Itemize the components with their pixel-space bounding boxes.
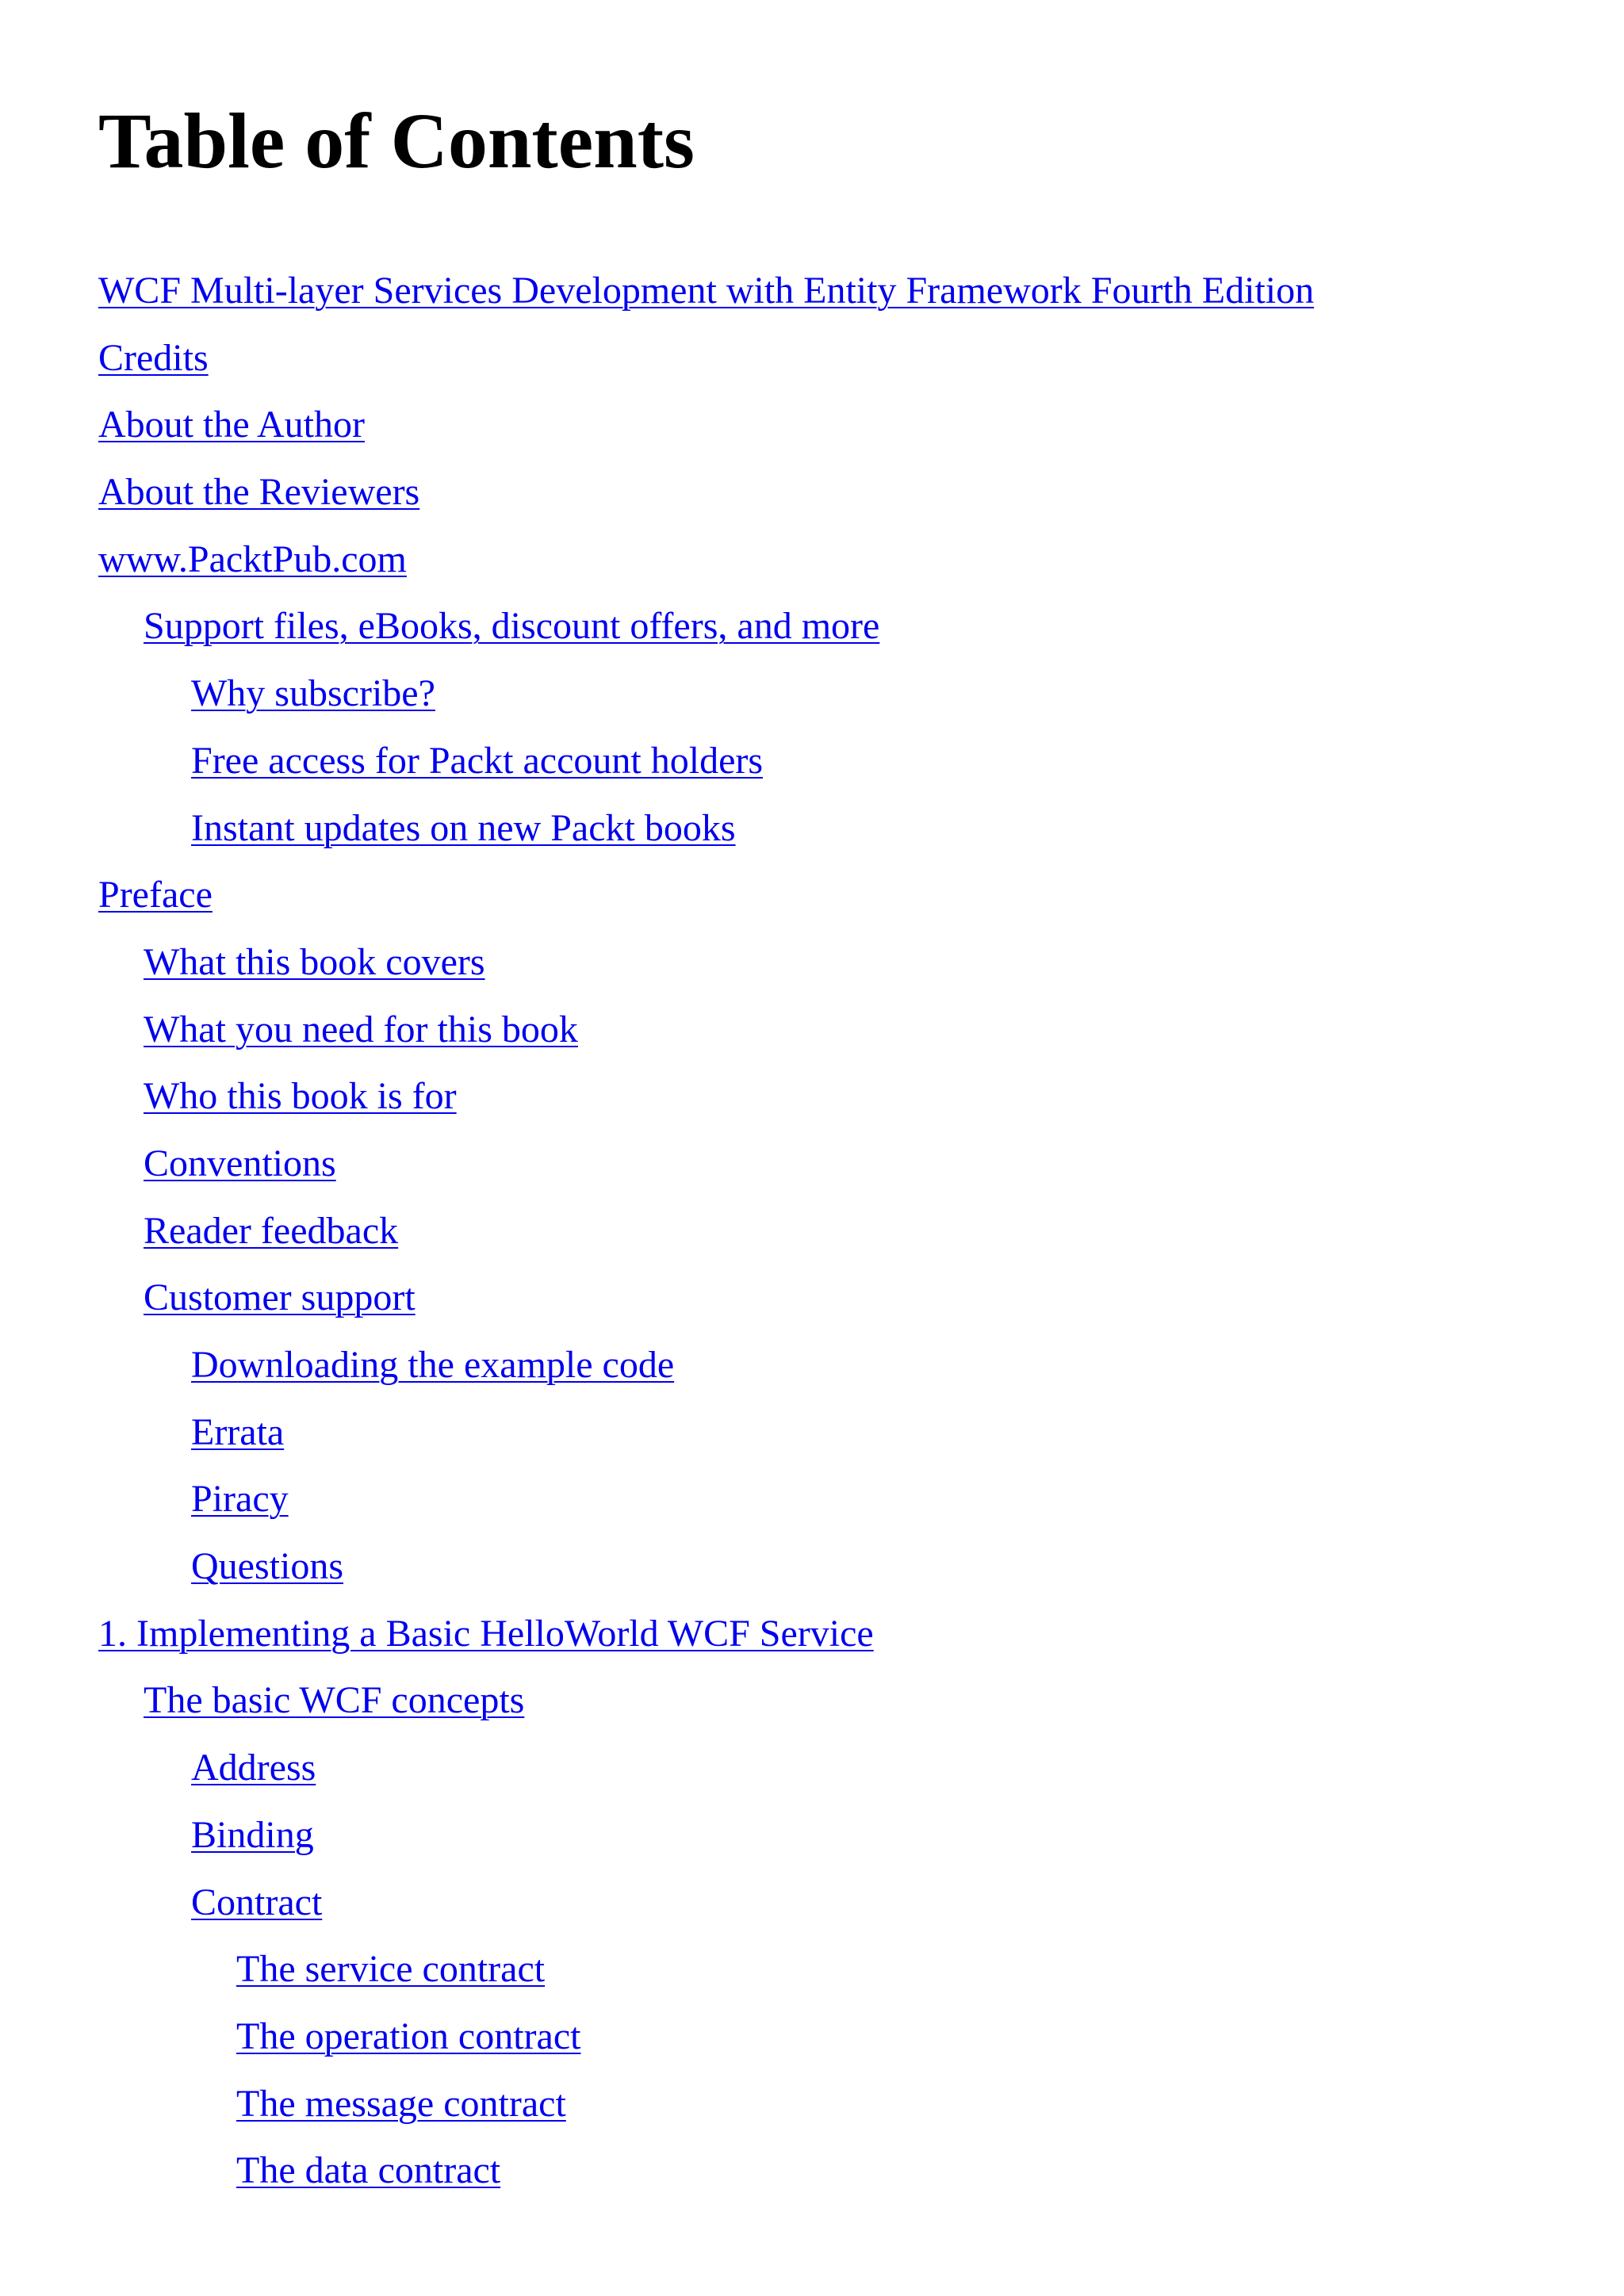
toc-link[interactable]: About the Reviewers	[98, 471, 420, 514]
toc-link[interactable]: Customer support	[144, 1276, 416, 1319]
toc-entry	[0, 737, 1314, 804]
toc-entry	[0, 938, 1314, 1005]
toc-link[interactable]: Contract	[191, 1881, 323, 1923]
toc-link[interactable]: The operation contract	[236, 2015, 581, 2057]
toc-link[interactable]: The service contract	[236, 1948, 546, 1991]
toc-entry	[0, 2080, 1314, 2147]
toc-link[interactable]: About the Author	[98, 404, 365, 446]
toc-link[interactable]: Piracy	[191, 1478, 289, 1521]
page-title: Table of Contents	[98, 97, 695, 185]
toc-entry	[0, 1005, 1314, 1073]
toc-entry	[0, 1139, 1314, 1207]
toc-entry	[0, 1542, 1314, 1609]
toc-link[interactable]: Conventions	[144, 1142, 336, 1184]
toc-link[interactable]: WCF Multi-layer Services Development with Entity Framework Fourth Edition	[98, 270, 1315, 312]
toc-entry	[0, 1878, 1314, 1946]
toc-entry	[0, 1072, 1314, 1139]
toc-entry	[0, 1945, 1314, 2012]
toc-link[interactable]: Instant updates on new Packt books	[191, 806, 736, 849]
toc-entry	[0, 1341, 1314, 1408]
toc-entry	[0, 1408, 1314, 1475]
toc-link[interactable]: What you need for this book	[144, 1008, 578, 1050]
toc-link[interactable]: Errata	[191, 1410, 285, 1453]
toc-link[interactable]: www.PacktPub.com	[98, 538, 407, 580]
toc-entry	[0, 1609, 1314, 1677]
toc-entry	[0, 669, 1314, 737]
toc-link[interactable]: Who this book is for	[144, 1075, 457, 1118]
toc-list	[0, 266, 1314, 2214]
toc-entry	[0, 1811, 1314, 1878]
toc-link[interactable]: Credits	[98, 336, 209, 379]
toc-link[interactable]: Binding	[191, 1813, 314, 1856]
toc-entry	[0, 400, 1314, 468]
toc-entry	[0, 334, 1314, 401]
toc-entry	[0, 2012, 1314, 2080]
toc-link[interactable]: Why subscribe?	[191, 672, 435, 715]
toc-entry	[0, 535, 1314, 603]
toc-link[interactable]: Preface	[98, 874, 213, 916]
toc-link[interactable]: Address	[191, 1747, 316, 1789]
toc-link[interactable]: The basic WCF concepts	[144, 1679, 525, 1722]
toc-entry	[0, 1743, 1314, 1811]
toc-link[interactable]: The data contract	[236, 2149, 501, 2192]
toc-link[interactable]: Downloading the example code	[191, 1344, 675, 1386]
toc-entry	[0, 1676, 1314, 1743]
toc-entry	[0, 871, 1314, 938]
toc-link[interactable]: Questions	[191, 1545, 343, 1588]
toc-entry	[0, 804, 1314, 871]
toc-link[interactable]: 1. Implementing a Basic HelloWorld WCF Service	[98, 1612, 874, 1655]
toc-link[interactable]: Free access for Packt account holders	[191, 739, 764, 782]
toc-link[interactable]: Reader feedback	[144, 1209, 399, 1252]
toc-link[interactable]: Support files, eBooks, discount offers, and more	[144, 605, 880, 648]
toc-entry	[0, 266, 1314, 334]
toc-entry	[0, 468, 1314, 535]
toc-entry	[0, 1475, 1314, 1542]
toc-entry	[0, 2146, 1314, 2214]
toc-entry	[0, 602, 1314, 669]
toc-link[interactable]: The message contract	[236, 2082, 566, 2125]
toc-entry	[0, 1207, 1314, 1274]
toc-entry	[0, 1273, 1314, 1341]
toc-link[interactable]: What this book covers	[144, 940, 485, 983]
